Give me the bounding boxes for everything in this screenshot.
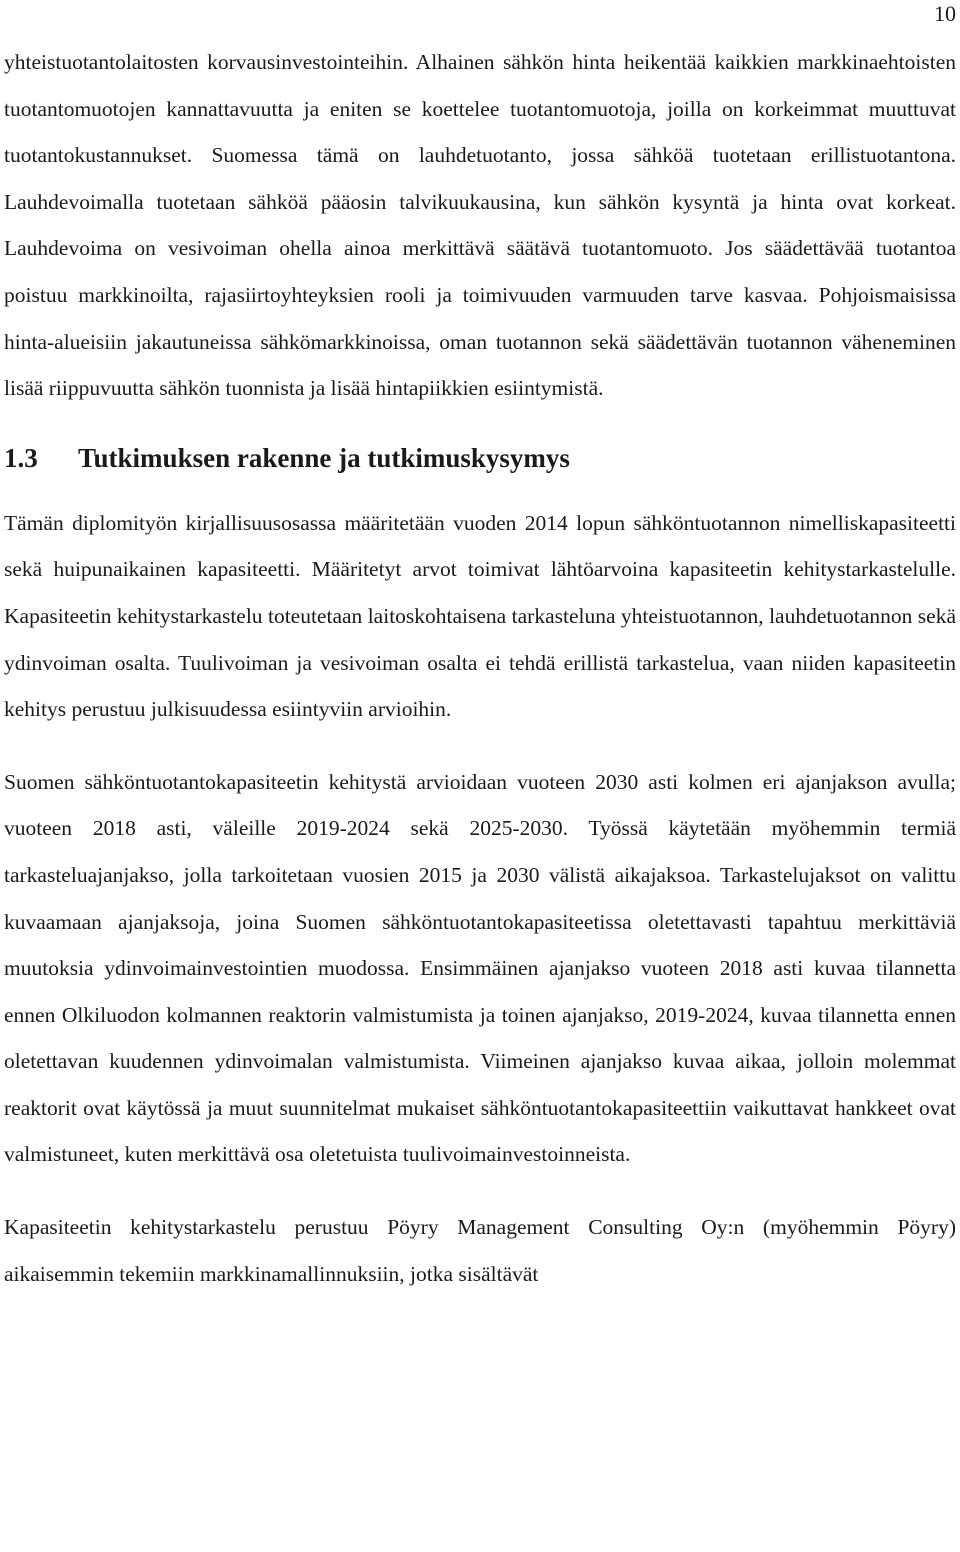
paragraph-continued: yhteistuotantolaitosten korvausinvestointeihin. Alhainen sähkön hinta heikentää kaikkien markkinaehtoisten tuotantomuotojen kannattavuutta ja eniten se koettelee tuotantomuotoja, joilla on korkeimmat muuttuvat tuotantokustannukset. Suomessa tämä on lauhdetuotanto, jossa sähköä tuotetaan erillistuotantona. Lauhdevoimalla tuotetaan sähköä pääosin talvikuukausina, kun sähkön kysyntä ja hinta ovat korkeat. Lauhdevoima on vesivoiman ohella ainoa merkittävä säätävä tuotantomuoto. Jos säädettävää tuotantoa poistuu markkinoilta, rajasiirtoyhteyksien rooli ja toimivuuden varmuuden tarve kasvaa. Pohjoismaisissa hinta-alueisiin jakautuneissa sähkömarkkinoissa, oman tuotannon sekä säädettävän tuotannon väheneminen lisää riippuvuutta sähkön tuonnista ja lisää hintapiikkien esiintymistä.	[4, 50, 956, 401]
paragraph: Tämän diplomityön kirjallisuusosassa määritetään vuoden 2014 lopun sähköntuotannon nimelliskapasiteetti sekä huipunaikainen kapasiteetti. Määritetyt arvot toimivat lähtöarvoina kapasiteetin kehitystarkastelulle. Kapasiteetin kehitystarkastelu toteutetaan laitoskohtaisena tarkasteluna yhteistuotannon, lauhdetuotannon sekä ydinvoiman osalta. Tuulivoiman ja vesivoiman osalta ei tehdä erillistä tarkastelua, vaan niiden kapasiteetin kehitys perustuu julkisuudessa esiintyviin arvioihin.	[4, 510, 956, 722]
page-content	[4, 39, 956, 1297]
paragraph: Suomen sähköntuotantokapasiteetin kehitystä arvioidaan vuoteen 2030 asti kolmen eri ajanjakson avulla; vuoteen 2018 asti, väleille 2019-2024 sekä 2025-2030. Työssä käytetään myöhemmin termiä tarkasteluajanjakso, jolla tarkoitetaan vuosien 2015 ja 2030 välistä aikajaksoa. Tarkastelujaksot on valittu kuvaamaan ajanjaksoja, joina Suomen sähköntuotantokapasiteetissa oletettavasti tapahtuu merkittäviä muutoksia ydinvoimainvestointien muodossa. Ensimmäinen ajanjakso vuoteen 2018 asti kuvaa tilannetta ennen Olkiluodon kolmannen reaktorin valmistumista ja toinen ajanjakso, 2019-2024, kuvaa tilannetta ennen oletettavan kuudennen ydinvoimalan valmistumista. Viimeinen ajanjakso kuvaa aikaa, jolloin molemmat reaktorit ovat käytössä ja muut suunnitelmat mukaiset sähköntuotantokapasiteettiin vaikuttavat hankkeet ovat valmistuneet, kuten merkittävä osa oletetuista tuulivoimainvestoinneista.	[4, 769, 956, 1167]
page-number: 10	[934, 1, 956, 26]
paragraph: Kapasiteetin kehitystarkastelu perustuu Pöyry Management Consulting Oy:n (myöhemmin Pöyry) aikaisemmin tekemiin markkinamallinnuksiin, jotka sisältävät	[4, 1215, 956, 1286]
section-heading	[4, 438, 956, 478]
section-number: 1.3	[4, 442, 38, 473]
section-title: Tutkimuksen rakenne ja tutkimuskysymys	[78, 442, 570, 473]
